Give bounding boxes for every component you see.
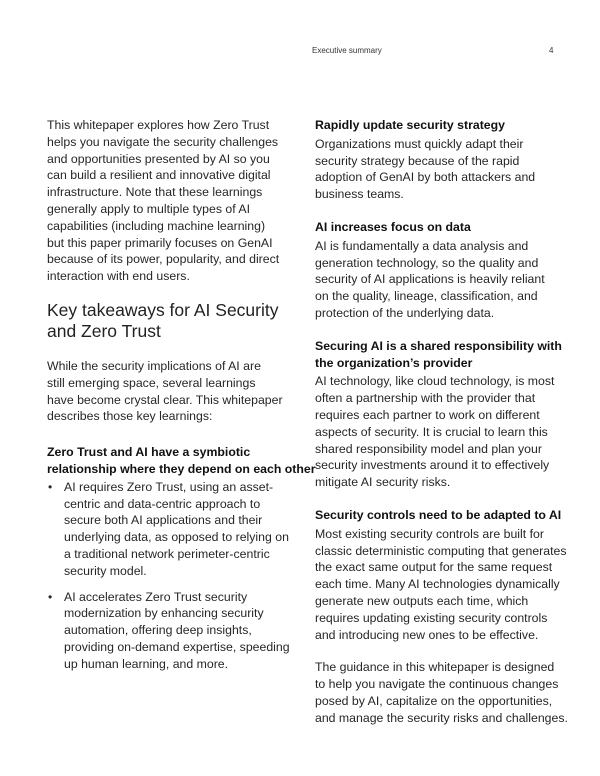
section-focus-on-data (315, 219, 575, 322)
section-heading: Key takeaways for AI Security and Zero Trust (47, 299, 279, 341)
bullet-item: • AI accelerates Zero Trust security modernization by enhancing security automation, offering deep insights, providing on-demand expertise, speeding up human learning, and more. (48, 589, 290, 671)
section-title: Rapidly update security strategy (315, 118, 505, 132)
section-title: AI increases focus on data (315, 219, 471, 234)
page-number: 4 (549, 46, 554, 55)
section-shared-responsibility (315, 338, 575, 491)
left-column (47, 117, 316, 673)
bullet-item: • AI requires Zero Trust, using an asset- centric and data-centric approach to secure both AI applications and their underlying data, as opposed to relying on a traditional network perimeter-centric security model. (48, 479, 289, 578)
running-header-section: Executive summary (312, 46, 382, 55)
section-body: Most existing security controls are built for classic deterministic computing that generates the exact same output for the same request each time. Many AI technologies dynamically generate new outputs each time, which requires updating existing security controls and introducing new ones to be effective. (315, 526, 567, 642)
bullet-icon: • (48, 589, 53, 604)
section-body: AI technology, like cloud technology, is most often a partnership with the provider that requires each partner to work on different aspects of security. It is crucial to learn this shared responsibility model and plan your security investments around it to effectively mitigate AI security risks. (315, 374, 555, 490)
subheading-symbiotic: Zero Trust and AI have a symbiotic relationship where they depend on each other (47, 445, 316, 476)
closing-paragraph: The guidance in this whitepaper is designed to help you navigate the continuous changes posed by AI, capitalize on the opportunities, and manage the security risks and challenges. (315, 660, 568, 725)
lead-paragraph: While the security implications of AI are still emerging space, several learnings have become crystal clear. This whitepaper describes those key learnings: (47, 358, 283, 424)
right-column (315, 117, 575, 727)
intro-paragraph: This whitepaper explores how Zero Trust helps you navigate the security challenges and opportunities presented by AI so you can build a resilient and innovative digital infrastructure. Note that these learnings generally apply to multiple types of AI capabilities (including machine learning) but this paper primarily focuses on GenAI because of its power, popularity, and direct interaction with end users. (47, 118, 280, 284)
bullet-icon: • (48, 479, 53, 494)
section-security-controls (315, 507, 575, 643)
section-rapidly-update (315, 117, 575, 203)
section-title: Security controls need to be adapted to AI (315, 507, 562, 522)
section-body: AI is fundamentally a data analysis and generation technology, so the quality and security of AI applications is heavily reliant on the quality, lineage, classification, and protection of the underlying data. (315, 238, 545, 320)
section-body: Organizations must quickly adapt their security strategy because of the rapid adoption of GenAI by both attackers and business teams. (315, 136, 536, 202)
section-title: Securing AI is a shared responsibility with the organization’s provider (315, 338, 562, 370)
